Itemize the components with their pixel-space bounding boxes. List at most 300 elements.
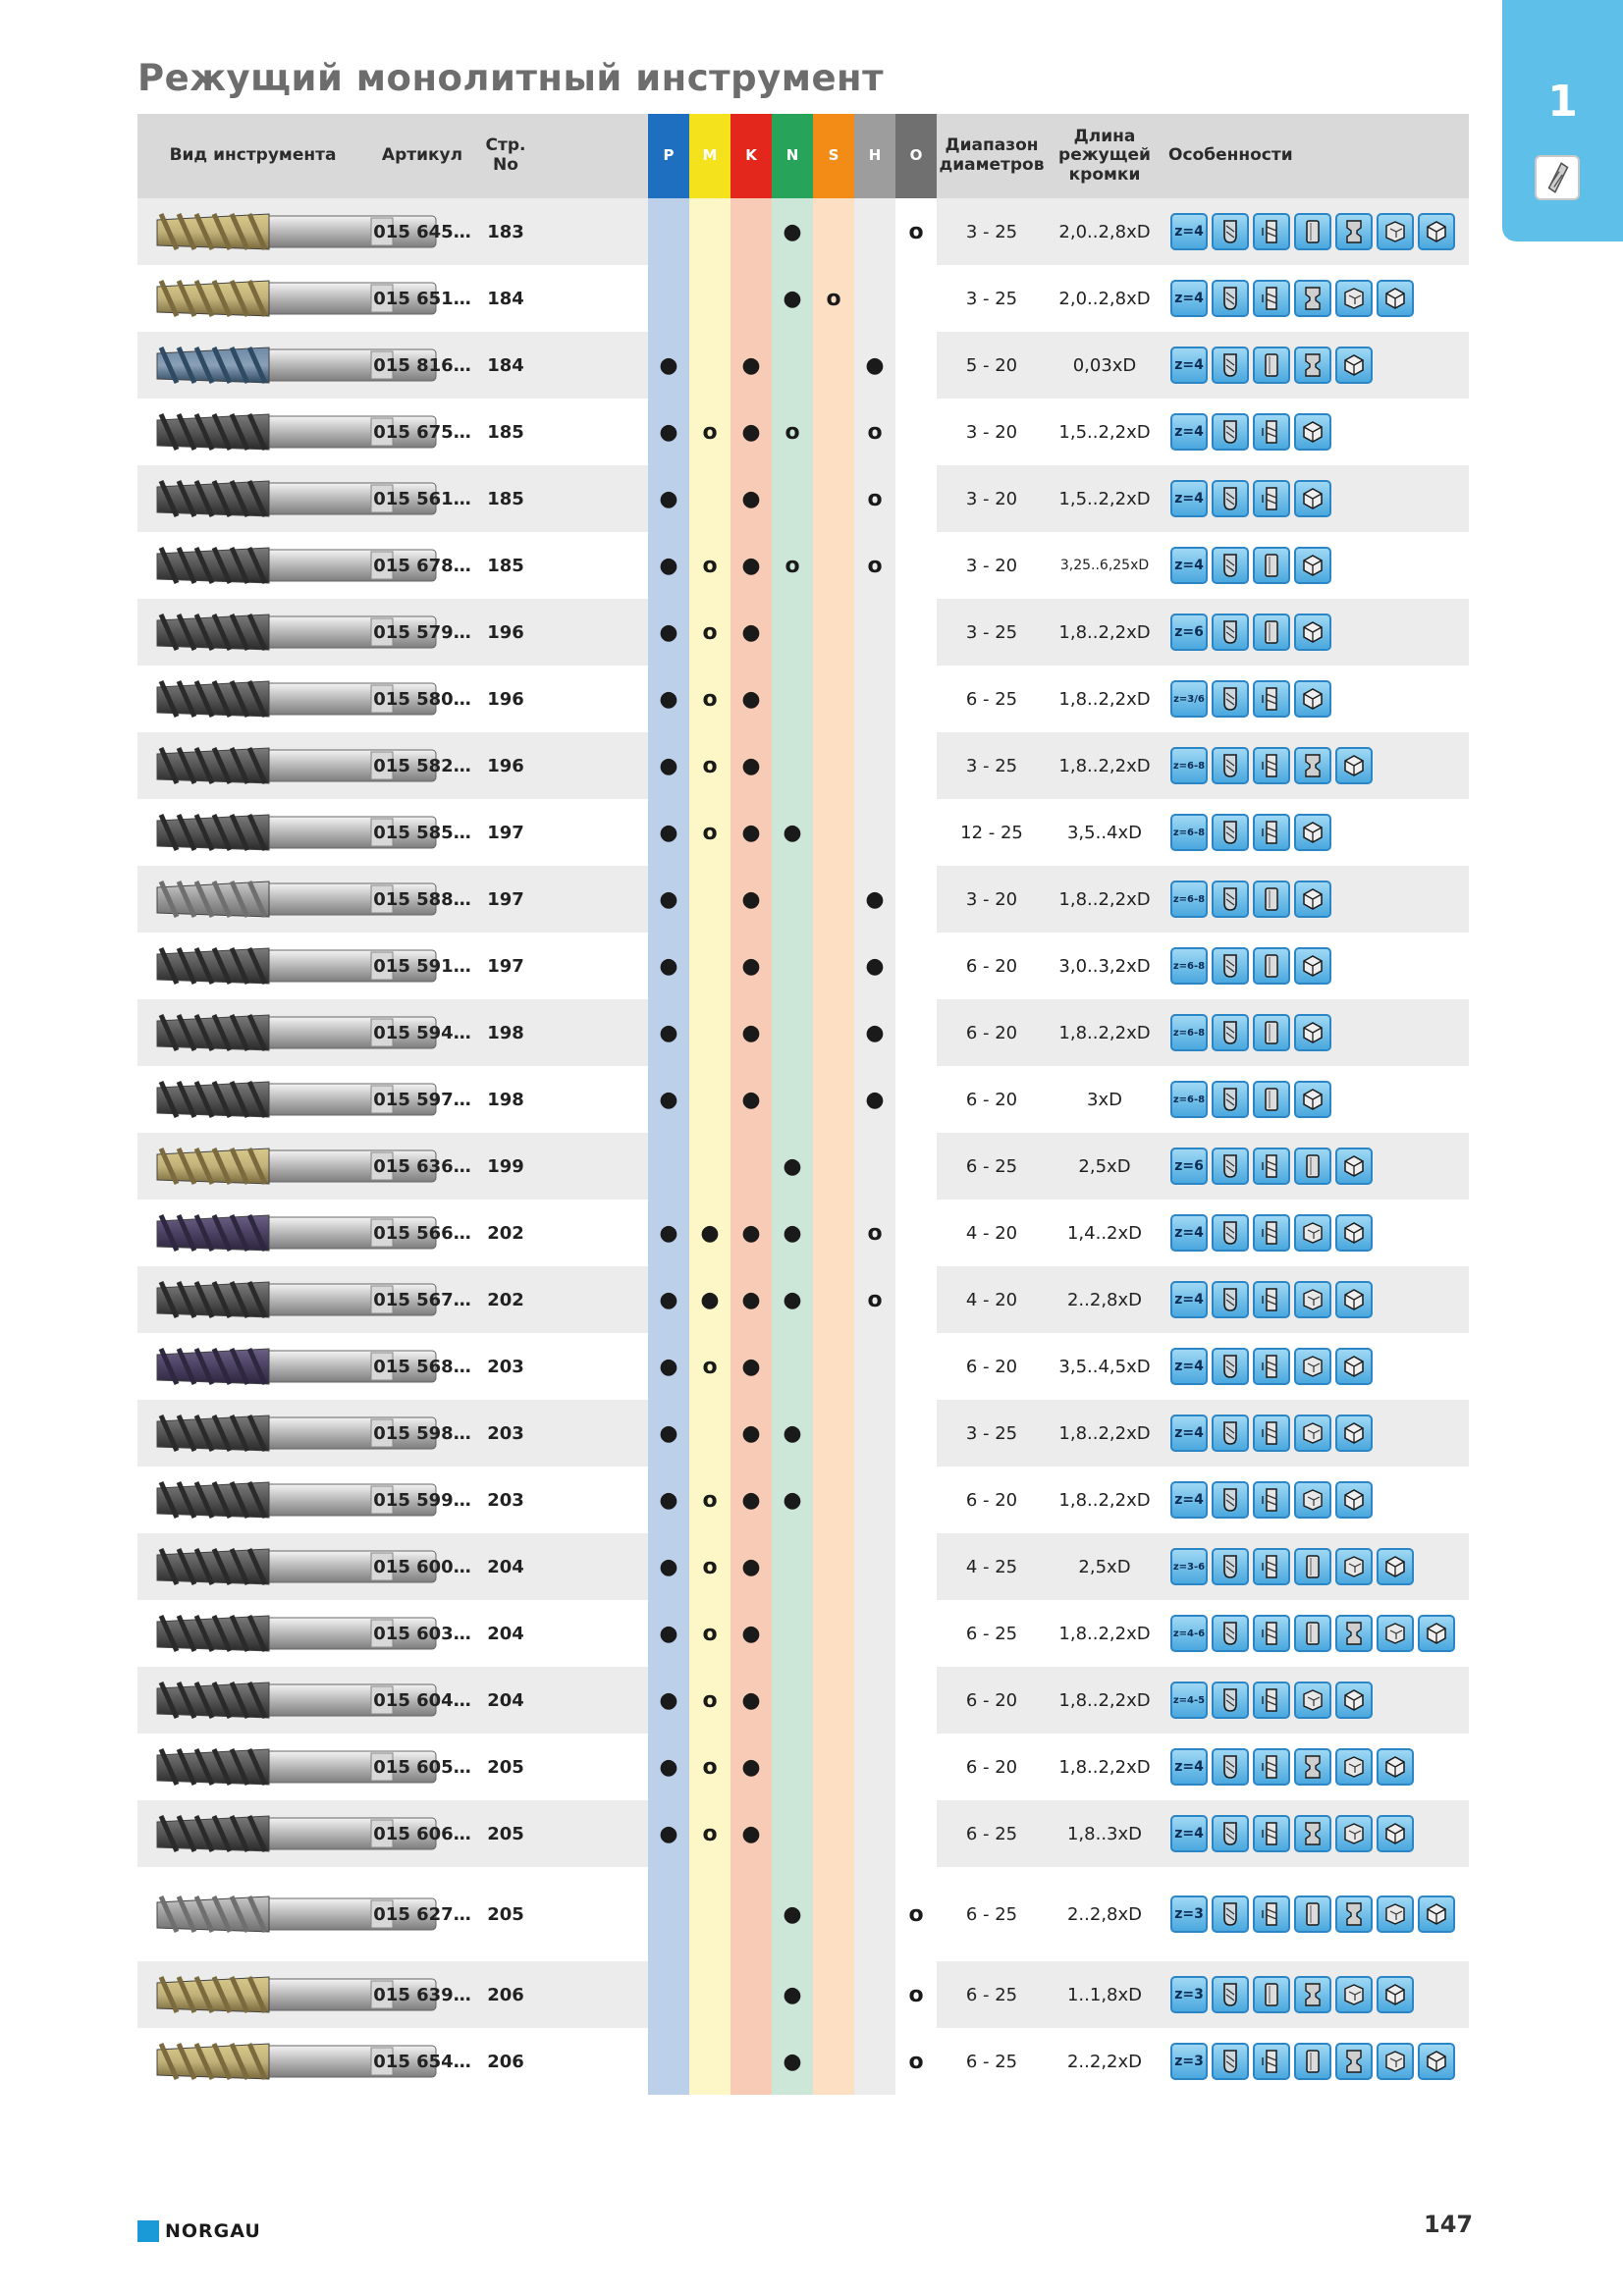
material-band-s	[813, 1734, 854, 1800]
material-band-h	[854, 1600, 895, 1667]
material-mark-p: ●	[659, 1287, 678, 1312]
material-header-m: M	[689, 114, 730, 198]
teeth-count-icon: z=4-5	[1170, 1682, 1208, 1719]
material-band-p	[648, 2028, 689, 2095]
cube-icon	[1377, 1748, 1414, 1786]
chip-icon	[1294, 1415, 1331, 1452]
diameter-range: 6 - 25	[965, 2051, 1018, 2072]
catalog-page: 205	[487, 1903, 524, 1925]
table-row[interactable]	[137, 399, 1469, 465]
table-row[interactable]	[137, 933, 1469, 999]
catalog-page: 185	[487, 488, 524, 509]
col-diameter: Диапазон диаметров	[939, 135, 1045, 175]
table-row[interactable]	[137, 332, 1469, 399]
cube-icon	[1335, 1214, 1373, 1252]
article-number: 015 599…	[373, 1489, 471, 1511]
material-mark-p: ●	[659, 1554, 678, 1579]
cube-icon	[1418, 1896, 1455, 1933]
material-mark-k: ●	[741, 1487, 761, 1513]
teeth-count-icon: z=6	[1170, 1148, 1208, 1185]
cube-icon	[1418, 1615, 1455, 1652]
material-band-h	[854, 198, 895, 265]
material-band-s	[813, 1400, 854, 1467]
cut-length: 1,8..2,2xD	[1058, 1623, 1151, 1644]
table-row[interactable]	[137, 198, 1469, 265]
teeth-count-icon: z=3	[1170, 1976, 1208, 2013]
diameter-range: 4 - 20	[965, 1222, 1018, 1244]
flute-icon	[1253, 1281, 1290, 1318]
flute-icon	[1253, 1148, 1290, 1185]
material-mark-k: ●	[741, 1020, 761, 1045]
features	[1170, 2028, 1465, 2095]
material-header-h: H	[854, 114, 895, 198]
table-row[interactable]	[137, 1200, 1469, 1266]
features	[1170, 532, 1465, 599]
material-mark-p: ●	[659, 1420, 678, 1446]
teeth-count-icon: z=6-8	[1170, 947, 1208, 985]
cut-length: 1,8..2,2xD	[1058, 888, 1151, 910]
material-mark-n: ●	[783, 1153, 802, 1179]
material-band-s	[813, 1667, 854, 1734]
features	[1170, 265, 1465, 332]
table-row[interactable]	[137, 999, 1469, 1066]
flute-icon	[1253, 680, 1290, 718]
article-number: 015 636…	[373, 1155, 471, 1177]
cube-icon	[1294, 480, 1331, 517]
material-mark-k: ●	[741, 886, 761, 912]
teeth-count-icon: z=3-6	[1170, 1548, 1208, 1585]
material-band-s	[813, 1867, 854, 1961]
article-number: 015 585…	[373, 822, 471, 843]
features	[1170, 1600, 1465, 1667]
article-number: 015 603…	[373, 1623, 471, 1644]
material-band-n	[772, 666, 813, 732]
table-row[interactable]	[137, 1961, 1469, 2028]
material-band-h	[854, 1333, 895, 1400]
chapter-tab[interactable]	[1502, 0, 1623, 241]
article-number: 015 651…	[373, 288, 471, 309]
material-mark-h: o	[867, 419, 883, 445]
material-band-h	[854, 799, 895, 866]
corner-icon	[1212, 1896, 1249, 1933]
flute-icon	[1253, 1896, 1290, 1933]
table-row[interactable]	[137, 599, 1469, 666]
cube-icon	[1294, 1014, 1331, 1051]
diameter-range: 4 - 25	[965, 1556, 1018, 1577]
catalog-page: 204	[487, 1556, 524, 1577]
features	[1170, 732, 1465, 799]
corner-icon	[1212, 347, 1249, 384]
features	[1170, 1200, 1465, 1266]
material-mark-h: ●	[865, 953, 885, 979]
article-number: 015 604…	[373, 1689, 471, 1711]
cut-length: 1,5..2,2xD	[1058, 421, 1151, 443]
features	[1170, 1133, 1465, 1200]
teeth-count-icon: z=4	[1170, 1481, 1208, 1519]
corner-icon	[1212, 1214, 1249, 1252]
material-band-h	[854, 1867, 895, 1961]
material-band-h	[854, 2028, 895, 2095]
teeth-count-icon: z=4	[1170, 1281, 1208, 1318]
material-header-k: K	[730, 114, 772, 198]
material-band-n	[772, 1533, 813, 1600]
shank-icon	[1294, 1148, 1331, 1185]
catalog-page: 199	[487, 1155, 524, 1177]
article-number: 015 594…	[373, 1022, 471, 1043]
material-mark-p: ●	[659, 419, 678, 445]
features	[1170, 1734, 1465, 1800]
material-mark-k: ●	[741, 1287, 761, 1312]
table-row[interactable]	[137, 1800, 1469, 1867]
article-number: 015 598…	[373, 1422, 471, 1444]
material-mark-h: ●	[865, 1020, 885, 1045]
material-band-s	[813, 2028, 854, 2095]
material-band-s	[813, 1533, 854, 1600]
material-band-p	[648, 198, 689, 265]
catalog-page: 183	[487, 221, 524, 242]
catalog-page: 185	[487, 421, 524, 443]
chapter-number: 1	[1547, 77, 1578, 127]
table-row[interactable]	[137, 1266, 1469, 1333]
article-number: 015 591…	[373, 955, 471, 977]
chip-icon	[1294, 1481, 1331, 1519]
material-mark-k: ●	[741, 1420, 761, 1446]
article-number: 015 568…	[373, 1356, 471, 1377]
table-row[interactable]	[137, 799, 1469, 866]
article-number: 015 567…	[373, 1289, 471, 1310]
material-mark-m: ●	[700, 1220, 720, 1246]
material-band-p	[648, 1867, 689, 1961]
shank-icon	[1253, 1976, 1290, 2013]
material-mark-p: ●	[659, 553, 678, 578]
table-row[interactable]	[137, 1734, 1469, 1800]
chip-icon	[1335, 280, 1373, 317]
material-mark-h: ●	[865, 886, 885, 912]
material-mark-p: ●	[659, 1487, 678, 1513]
flute-icon	[1253, 413, 1290, 451]
material-band-o	[895, 465, 937, 532]
chip-icon	[1335, 1548, 1373, 1585]
neck-icon	[1335, 213, 1373, 250]
article-number: 015 645…	[373, 221, 471, 242]
col-article: Артикул	[381, 145, 463, 166]
material-band-n	[772, 1800, 813, 1867]
cube-icon	[1335, 1682, 1373, 1719]
table-row[interactable]	[137, 1600, 1469, 1667]
table-row[interactable]	[137, 666, 1469, 732]
page-title: Режущий монолитный инструмент	[137, 57, 885, 99]
neck-icon	[1294, 747, 1331, 784]
material-mark-p: ●	[659, 1354, 678, 1379]
material-band-o	[895, 265, 937, 332]
shank-icon	[1294, 213, 1331, 250]
material-mark-h: o	[867, 1220, 883, 1246]
catalog-page: 204	[487, 1689, 524, 1711]
neck-icon	[1335, 2043, 1373, 2080]
material-mark-p: ●	[659, 352, 678, 378]
diameter-range: 3 - 20	[965, 555, 1018, 576]
material-band-m	[689, 465, 730, 532]
flute-icon	[1253, 280, 1290, 317]
table-row[interactable]	[137, 1667, 1469, 1734]
features	[1170, 1066, 1465, 1133]
material-band-s	[813, 666, 854, 732]
cube-icon	[1335, 1481, 1373, 1519]
article-number: 015 580…	[373, 688, 471, 710]
chip-icon	[1377, 1896, 1414, 1933]
catalog-page: 206	[487, 2051, 524, 2072]
features	[1170, 599, 1465, 666]
teeth-count-icon: z=4	[1170, 1214, 1208, 1252]
flute-icon	[1253, 1415, 1290, 1452]
features	[1170, 1667, 1465, 1734]
teeth-count-icon: z=6-8	[1170, 1014, 1208, 1051]
material-band-h	[854, 1400, 895, 1467]
col-tool-view: Вид инструмента	[169, 145, 337, 166]
features	[1170, 999, 1465, 1066]
material-mark-k: ●	[741, 1821, 761, 1846]
brand-logo	[137, 2220, 261, 2242]
material-mark-m: o	[702, 686, 718, 712]
neck-icon	[1294, 1815, 1331, 1852]
material-mark-o: o	[908, 1901, 924, 1927]
material-mark-k: ●	[741, 419, 761, 445]
material-mark-m: o	[702, 1554, 718, 1579]
material-band-o	[895, 866, 937, 933]
material-mark-p: ●	[659, 886, 678, 912]
cube-icon	[1335, 1415, 1373, 1452]
material-band-s	[813, 1961, 854, 2028]
table-row[interactable]	[137, 1066, 1469, 1133]
article-number: 015 816…	[373, 354, 471, 376]
material-mark-s: o	[826, 286, 841, 311]
material-band-s	[813, 732, 854, 799]
diameter-range: 6 - 25	[965, 688, 1018, 710]
corner-icon	[1212, 2043, 1249, 2080]
diameter-range: 3 - 25	[965, 288, 1018, 309]
cube-icon	[1335, 747, 1373, 784]
corner-icon	[1212, 1548, 1249, 1585]
features	[1170, 1333, 1465, 1400]
corner-icon	[1212, 1682, 1249, 1719]
material-band-s	[813, 532, 854, 599]
table-row[interactable]	[137, 1867, 1469, 1961]
table-row[interactable]	[137, 532, 1469, 599]
neck-icon	[1294, 1748, 1331, 1786]
flute-icon	[1253, 1481, 1290, 1519]
material-mark-m: o	[702, 619, 718, 645]
material-mark-k: ●	[741, 352, 761, 378]
material-band-h	[854, 599, 895, 666]
catalog-page: 206	[487, 1984, 524, 2005]
material-mark-p: ●	[659, 1220, 678, 1246]
teeth-count-icon: z=6	[1170, 614, 1208, 651]
material-band-s	[813, 465, 854, 532]
material-mark-p: ●	[659, 820, 678, 845]
catalog-page: 203	[487, 1489, 524, 1511]
material-band-o	[895, 1734, 937, 1800]
teeth-count-icon: z=6-8	[1170, 1081, 1208, 1118]
corner-icon	[1212, 1415, 1249, 1452]
diameter-range: 3 - 20	[965, 888, 1018, 910]
table-row[interactable]	[137, 1400, 1469, 1467]
material-mark-p: ●	[659, 1087, 678, 1112]
article-number: 015 654…	[373, 2051, 471, 2072]
material-band-o	[895, 1266, 937, 1333]
diameter-range: 6 - 25	[965, 1623, 1018, 1644]
material-mark-n: ●	[783, 1287, 802, 1312]
features	[1170, 799, 1465, 866]
material-band-o	[895, 1400, 937, 1467]
material-mark-n: ●	[783, 1487, 802, 1513]
material-band-o	[895, 1066, 937, 1133]
diameter-range: 12 - 25	[960, 822, 1023, 843]
material-band-o	[895, 1533, 937, 1600]
material-mark-k: ●	[741, 753, 761, 778]
table-row[interactable]	[137, 1467, 1469, 1533]
features	[1170, 1400, 1465, 1467]
flute-icon	[1253, 747, 1290, 784]
corner-icon	[1212, 614, 1249, 651]
cut-length: 2,5xD	[1078, 1155, 1131, 1177]
material-band-n	[772, 999, 813, 1066]
corner-icon	[1212, 413, 1249, 451]
cube-icon	[1294, 1081, 1331, 1118]
table-row[interactable]	[137, 1533, 1469, 1600]
material-band-s	[813, 866, 854, 933]
material-mark-p: ●	[659, 1621, 678, 1646]
material-band-p	[648, 1133, 689, 1200]
material-band-h	[854, 1467, 895, 1533]
material-header-p: P	[648, 114, 689, 198]
material-band-m	[689, 265, 730, 332]
cut-length: 1,4..2xD	[1066, 1222, 1143, 1244]
material-band-s	[813, 1333, 854, 1400]
brand-square-icon	[137, 2220, 159, 2242]
material-band-k	[730, 2028, 772, 2095]
material-mark-p: ●	[659, 1821, 678, 1846]
cut-length: 2..2,8xD	[1066, 1903, 1143, 1925]
table-row[interactable]	[137, 732, 1469, 799]
chip-icon	[1294, 1214, 1331, 1252]
material-band-m	[689, 1400, 730, 1467]
col-features: Особенности	[1168, 145, 1293, 166]
material-mark-n: o	[784, 553, 800, 578]
diameter-range: 6 - 20	[965, 1689, 1018, 1711]
cube-icon	[1377, 280, 1414, 317]
chip-icon	[1335, 1748, 1373, 1786]
table-header	[137, 114, 1469, 198]
diameter-range: 3 - 25	[965, 755, 1018, 776]
catalog-page: 197	[487, 955, 524, 977]
flute-icon	[1253, 1214, 1290, 1252]
neck-icon	[1335, 1615, 1373, 1652]
corner-icon	[1212, 1481, 1249, 1519]
material-band-k	[730, 198, 772, 265]
cube-icon	[1335, 1348, 1373, 1385]
chip-icon	[1335, 1815, 1373, 1852]
article-number: 015 627…	[373, 1903, 471, 1925]
cube-icon	[1335, 1281, 1373, 1318]
cut-length: 1,8..3xD	[1066, 1823, 1143, 1844]
features	[1170, 1266, 1465, 1333]
col-cut-length: Длина режущей кромки	[1058, 126, 1151, 185]
cube-icon	[1294, 413, 1331, 451]
material-band-o	[895, 1667, 937, 1734]
table-row[interactable]	[137, 1133, 1469, 1200]
material-header-s: S	[813, 114, 854, 198]
corner-icon	[1212, 280, 1249, 317]
cube-icon	[1377, 1815, 1414, 1852]
col-page: Стр. No	[485, 135, 526, 175]
cube-icon	[1335, 1148, 1373, 1185]
catalog-page: 198	[487, 1022, 524, 1043]
corner-icon	[1212, 1615, 1249, 1652]
material-mark-h: o	[867, 486, 883, 511]
material-mark-n: ●	[783, 1982, 802, 2007]
material-mark-k: ●	[741, 686, 761, 712]
cube-icon	[1294, 947, 1331, 985]
table-row[interactable]	[137, 265, 1469, 332]
material-band-h	[854, 1667, 895, 1734]
catalog-page: 196	[487, 688, 524, 710]
material-band-n	[772, 1734, 813, 1800]
diameter-range: 6 - 25	[965, 1903, 1018, 1925]
teeth-count-icon: z=4	[1170, 280, 1208, 317]
teeth-count-icon: z=4	[1170, 547, 1208, 584]
material-band-k	[730, 1133, 772, 1200]
material-band-o	[895, 1467, 937, 1533]
teeth-count-icon: z=3	[1170, 2043, 1208, 2080]
material-band-m	[689, 1133, 730, 1200]
article-number: 015 588…	[373, 888, 471, 910]
teeth-count-icon: z=3	[1170, 1896, 1208, 1933]
material-band-o	[895, 1800, 937, 1867]
material-band-p	[648, 1961, 689, 2028]
features	[1170, 866, 1465, 933]
flute-icon	[1253, 1748, 1290, 1786]
table-row[interactable]	[137, 465, 1469, 532]
chip-icon	[1294, 1281, 1331, 1318]
article-number: 015 639…	[373, 1984, 471, 2005]
teeth-count-icon: z=4	[1170, 1348, 1208, 1385]
material-band-o	[895, 399, 937, 465]
cut-length: 0,03xD	[1072, 354, 1137, 376]
table-row[interactable]	[137, 1333, 1469, 1400]
material-band-k	[730, 1867, 772, 1961]
table-row[interactable]	[137, 866, 1469, 933]
diameter-range: 3 - 25	[965, 221, 1018, 242]
corner-icon	[1212, 680, 1249, 718]
material-band-m	[689, 332, 730, 399]
material-mark-p: ●	[659, 1020, 678, 1045]
material-mark-m: o	[702, 1687, 718, 1713]
table-row[interactable]	[137, 2028, 1469, 2095]
material-band-o	[895, 532, 937, 599]
teeth-count-icon: z=4	[1170, 1415, 1208, 1452]
corner-icon	[1212, 213, 1249, 250]
cut-length: 1,8..2,2xD	[1058, 621, 1151, 643]
diameter-range: 6 - 20	[965, 1756, 1018, 1778]
material-mark-n: o	[784, 419, 800, 445]
teeth-count-icon: z=4	[1170, 213, 1208, 250]
material-mark-k: ●	[741, 1354, 761, 1379]
material-mark-k: ●	[741, 553, 761, 578]
material-mark-h: ●	[865, 352, 885, 378]
material-mark-h: ●	[865, 1087, 885, 1112]
teeth-count-icon: z=4	[1170, 1815, 1208, 1852]
neck-icon	[1294, 280, 1331, 317]
